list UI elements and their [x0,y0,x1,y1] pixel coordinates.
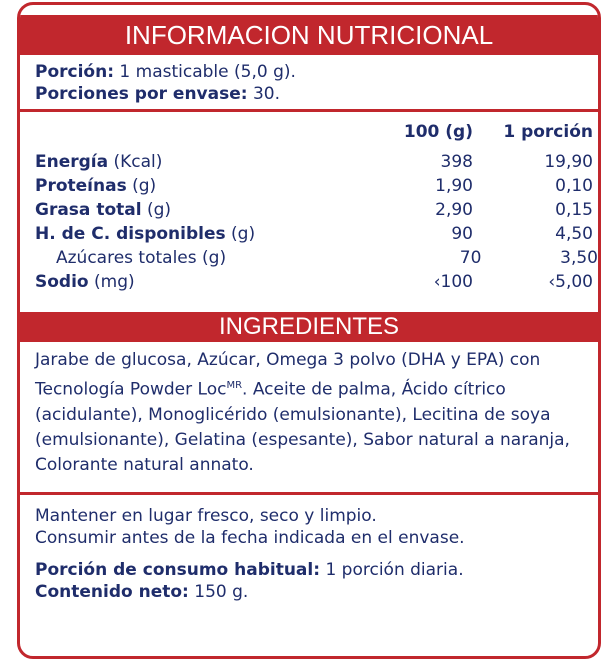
row-value-100g: ‹100 [433,272,473,292]
net-value: 150 g. [188,581,249,602]
row-unit: (g) [225,224,256,244]
col-100g: 100 (g) [403,122,473,142]
row-name: Energía [35,152,109,172]
ingredients-part-b: . Aceite de palma, Ácido cítrico (acidulante), Monoglicérido (emulsionante), Lecitina de soya (emulsionante), Gelatina (espesante), Sabor natural a naranja, Colorante natural annato. [35,379,570,475]
row-value-100g: 398 [440,152,473,172]
habitual-value: 1 porción diaria. [320,559,464,580]
row-name: Azúcares totales (g) [56,248,227,268]
row-value-100g: 1,90 [435,176,473,196]
row-name: H. de C. disponibles [35,224,226,244]
servings-value: 30. [247,84,281,104]
row-unit: (g) [126,176,157,196]
habitual-label: Porción de consumo habitual: [35,559,321,580]
row-unit: (mg) [88,272,135,292]
row-value-portion: 0,10 [555,176,593,196]
nutrition-title: INFORMACION NUTRICIONAL [20,15,598,55]
trademark-sup: MR [226,380,243,391]
servings-line [20,83,598,105]
row-value-portion: 0,15 [555,200,593,220]
net-label: Contenido neto: [35,581,189,602]
table-row [20,198,598,222]
habitual-line [20,559,598,581]
ingredients-title: INGREDIENTES [20,312,598,342]
net-content-line [20,581,598,603]
storage-line: Mantener en lugar fresco, seco y limpio. [35,505,377,526]
ingredients-part-a: Jarabe de glucosa, Azúcar, Omega 3 polvo (DHA y EPA) con Tecnología Powder Loc [35,350,541,400]
portion-line [20,61,598,83]
table-row [20,150,598,174]
portion-value: 1 masticable (5,0 g). [114,62,296,82]
storage-line: Consumir antes de la fecha indicada en el envase. [35,527,465,548]
row-name: Proteínas [35,176,127,196]
row-unit: (Kcal) [108,152,163,172]
row-name: Sodio [35,272,89,292]
row-value-100g: 70 [459,248,482,268]
row-value-portion: 19,90 [544,152,593,172]
row-unit: (g) [141,200,172,220]
ingredients-text [20,342,598,484]
table-row [20,174,598,198]
row-value-portion: 3,50 [560,248,598,268]
portion-info [20,55,598,109]
nutrition-label [17,2,601,659]
row-name: Grasa total [35,200,142,220]
row-value-100g: 90 [451,224,473,244]
table-row [20,246,598,270]
nutrition-table [20,112,598,312]
servings-label: Porciones por envase: [35,84,248,104]
footer-info [20,549,598,603]
table-row [20,222,598,246]
storage-info [20,495,598,549]
col-portion: 1 porción [503,122,593,142]
row-value-portion: ‹5,00 [548,272,593,292]
row-value-portion: 4,50 [555,224,593,244]
table-header [20,120,598,144]
portion-label: Porción: [35,62,115,82]
row-value-100g: 2,90 [435,200,473,220]
table-row [20,270,598,294]
